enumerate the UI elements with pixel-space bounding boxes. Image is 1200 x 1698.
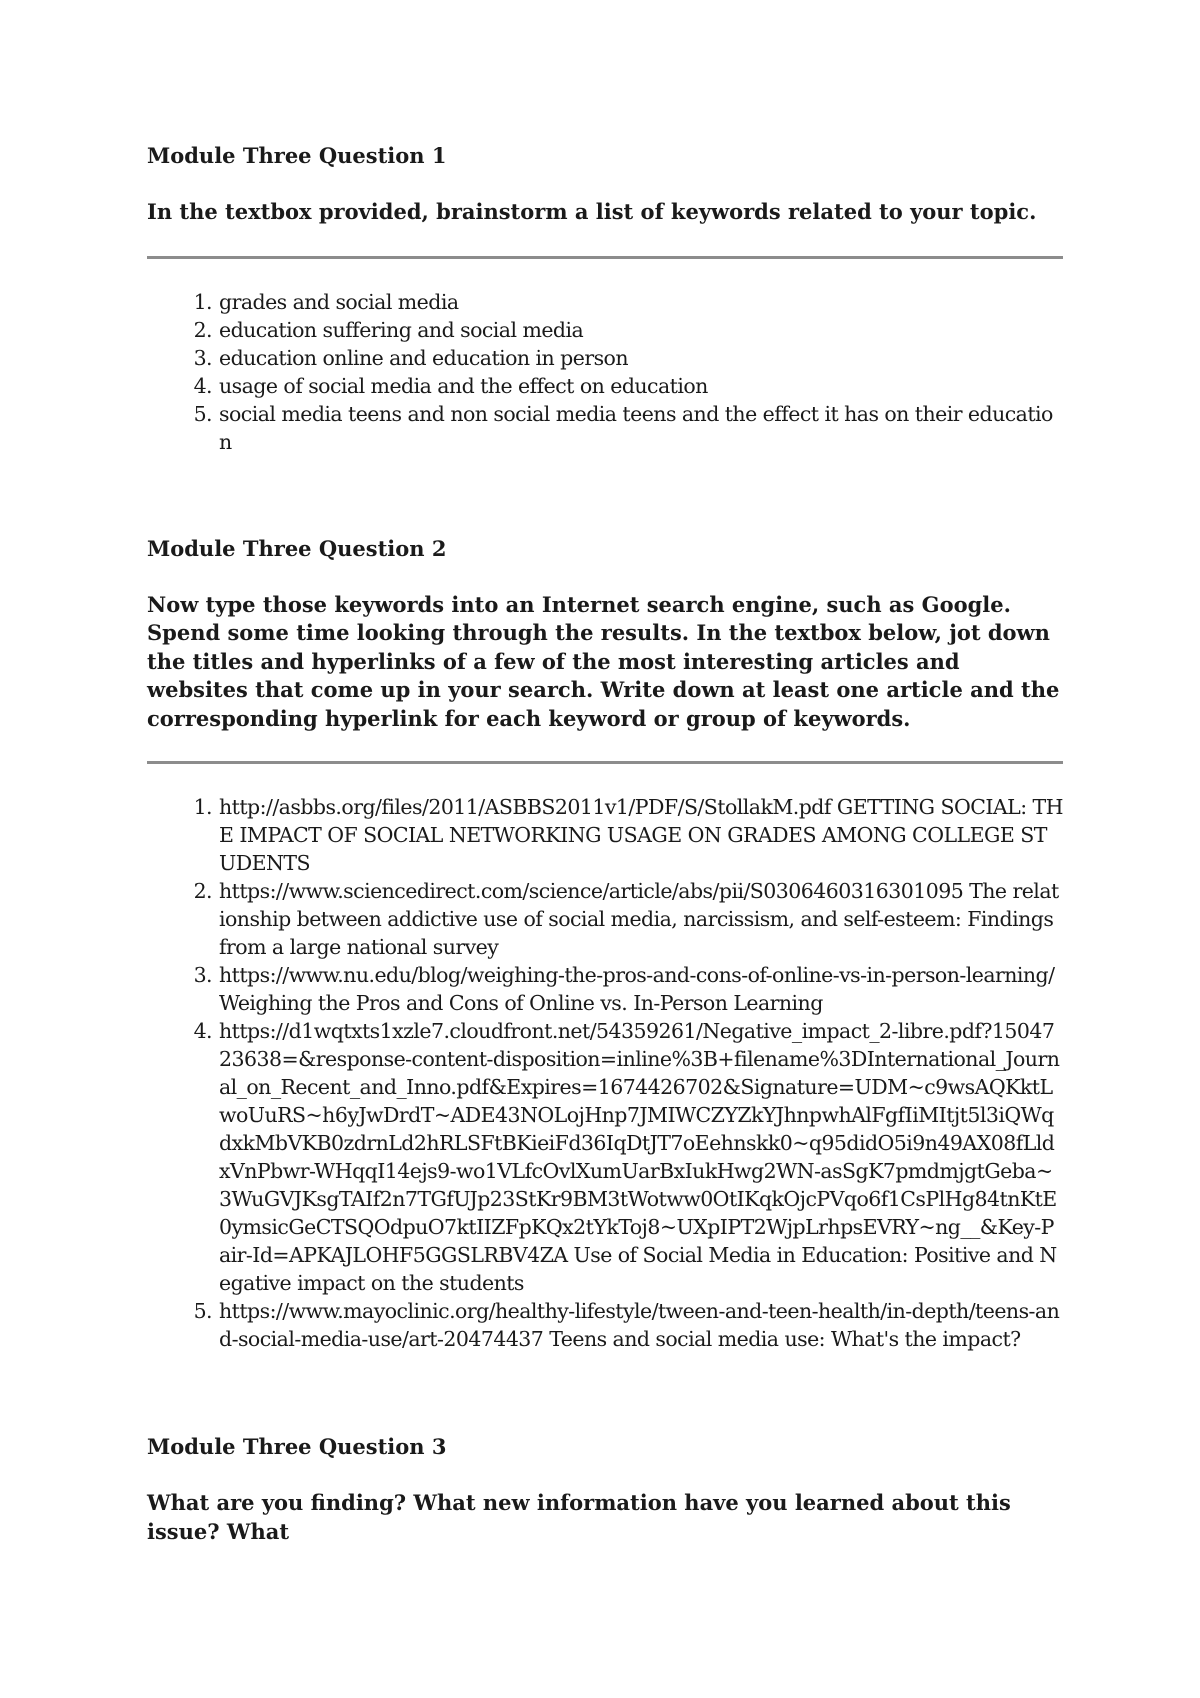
question-3-prompt: What are you finding? What new information have you learned about this issue? What	[147, 1490, 1011, 1544]
list-item[interactable]: 5. social media teens and non social media teens and the effect it has on their education	[218, 400, 1063, 456]
list-item[interactable]: 3. education online and education in person	[218, 344, 1063, 372]
list-item[interactable]: 1. grades and social media	[218, 288, 1063, 316]
question-2-prompt: Now type those keywords into an Internet search engine, such as Google. Spend some time looking through the results. In the textbox below, jot down the titles and hyperlinks of a few of the most interesting articles and websites that come up in your search. Write down at least one article and the corresponding hyperlink for each keyword or group of keywords.	[147, 591, 1060, 731]
question-3-section	[147, 1433, 1063, 1546]
list-item[interactable]: 2. https://www.sciencedirect.com/science/article/abs/pii/S0306460316301095 The relationship between addictive use of social media, narcissism, and self-esteem: Findings from a large national survey	[218, 877, 1063, 961]
document-page	[147, 142, 1063, 1546]
list-item[interactable]: 1. http://asbbs.org/files/2011/ASBBS2011v1/PDF/S/StollakM.pdf GETTING SOCIAL: THE IMPACT OF SOCIAL NETWORKING USAGE ON GRADES AMONG COLLEGE STUDENTS	[218, 793, 1063, 877]
list-item[interactable]: 4. https://d1wqtxts1xzle7.cloudfront.net/54359261/Negative_impact_2-libre.pdf?1504723638=&response-content-disposition=inline%3B+filename%3DInternational_Journal_on_Recent_and_Inno.pdf&Expires=1674426702&Signature=UDM~c9wsAQKktLwoUuRS~h6yJwDrdT~ADE43NOLojHnp7JMIWCZYZkYJhnpwhAlFgfIiMItjt5l3iQWqdxkMbVKB0zdrnLd2hRLSFtBKieiFd36IqDtJT7oEehnskk0~q95didO5i9n49AX08fLldxVnPbwr-WHqqI14ejs9-wo1VLfcOvlXumUarBxIukHwg2WN-asSgK7pmdmjgtGeba~3WuGVJKsgTAIf2n7TGfUJp23StKr9BM3tWotww0OtIKqkOjcPVqo6f1CsPlHg84tnKtE0ymsicGeCTSQOdpuO7ktIIZFpKQx2tYkToj8~UXpIPT2WjpLrhpsEVRY~ng__&Key-Pair-Id=APKAJLOHF5GGSLRBV4ZA Use of Social Media in Education: Positive and Negative impact on the students	[218, 1017, 1063, 1297]
question-2-heading: Module Three Question 2	[147, 535, 447, 561]
question-1-section	[147, 142, 1063, 456]
question-1-divider	[147, 256, 1063, 259]
list-item[interactable]: 3. https://www.nu.edu/blog/weighing-the-pros-and-cons-of-online-vs-in-person-learning/ Weighing the Pros and Cons of Online vs. In-Person Learning	[218, 961, 1063, 1017]
list-item[interactable]: 5. https://www.mayoclinic.org/healthy-lifestyle/tween-and-teen-health/in-depth/teens-and-social-media-use/art-20474437 Teens and social media use: What's the impact?	[218, 1297, 1063, 1353]
keyword-list[interactable]	[147, 288, 1063, 456]
question-2-divider	[147, 761, 1063, 764]
question-1-prompt: In the textbox provided, brainstorm a list of keywords related to your topic.	[147, 199, 1037, 224]
question-1-heading: Module Three Question 1	[147, 143, 447, 168]
article-link-list[interactable]	[147, 793, 1063, 1353]
list-item[interactable]: 4. usage of social media and the effect on education	[218, 372, 1063, 400]
question-3-heading: Module Three Question 3	[147, 1434, 447, 1459]
question-2-section	[147, 535, 1063, 1354]
list-item[interactable]: 2. education suffering and social media	[218, 316, 1063, 344]
